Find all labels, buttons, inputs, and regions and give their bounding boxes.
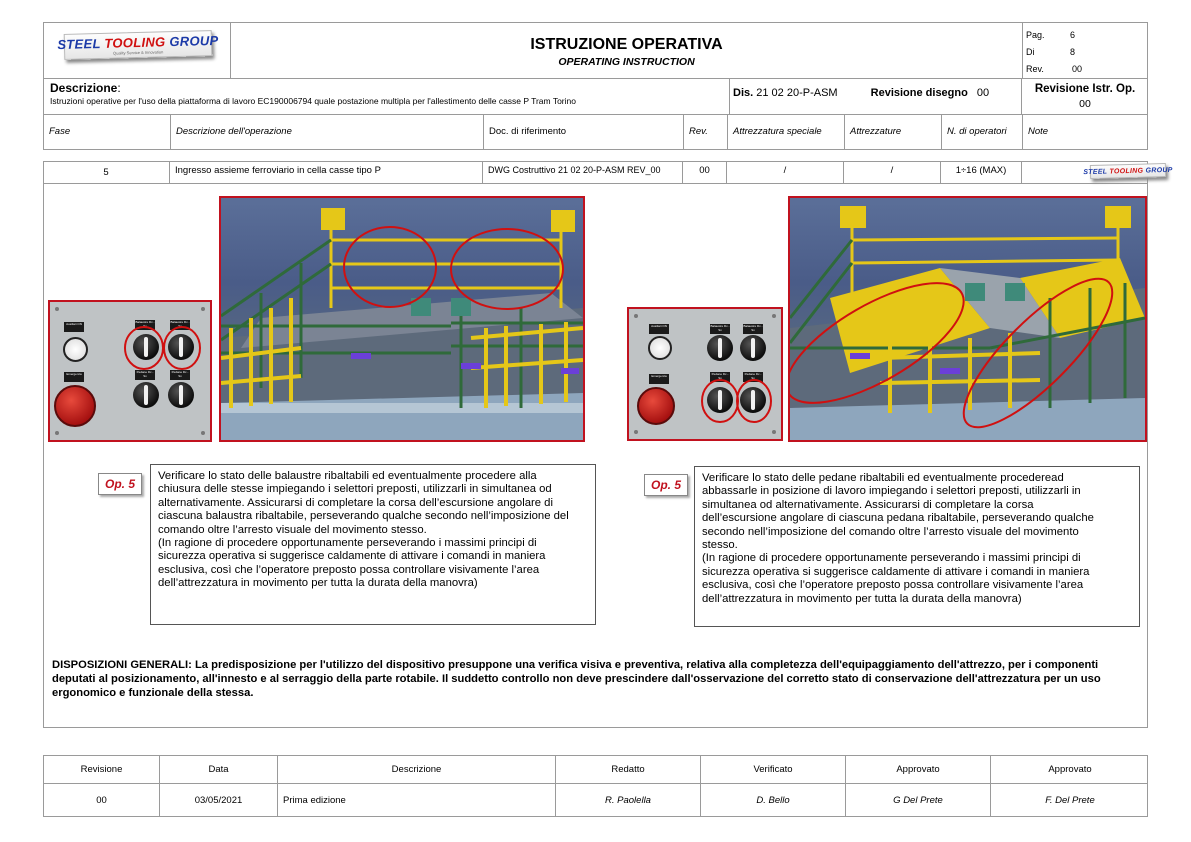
col-attr-speciale: Attrezzatura speciale	[728, 114, 845, 149]
ausiliari-on-button-r	[648, 336, 672, 360]
row-doc: DWG Costruttivo 21 02 20-P-ASM REV_00	[483, 161, 683, 183]
rev-disegno-value: 00	[976, 87, 990, 99]
general-provisions: DISPOSIZIONI GENERALI: La predisposizione per l'utilizzo del dispositivo presuppone una verifica visiva e preventiva, relativa alla completezza dell'equipaggiamento dell'attrezzo, per i componenti deputati al posizionamento, all'innesto e al serraggio della parte rotabile. Il suddetto controllo non deve prescindere dall'osservazione del corretto stato di conservazione dell'attrezzatura per un uso ergonomico e funzionale della stessa.	[52, 659, 1101, 699]
drawing-number	[733, 87, 989, 99]
col-attrezzature: Attrezzature	[845, 114, 942, 149]
platform-render-right	[788, 196, 1147, 442]
company-logo: STEEL TOOLING GROUP Quality Service & Innovation	[64, 30, 213, 60]
td-descrizione: Prima edizione	[278, 784, 556, 817]
revision-value: 00	[1072, 64, 1083, 74]
emergency-stop-button	[54, 385, 96, 427]
col-rev: Rev.	[684, 114, 728, 149]
plate-balaustre-1: Balaustre Dx - Sx	[135, 320, 155, 328]
header-box	[43, 22, 1148, 79]
page-of-label: Di	[1026, 47, 1035, 57]
td-verificato: D. Bello	[701, 784, 846, 817]
td-approvato-1: G Del Prete	[846, 784, 991, 817]
plate-ausiliari-r: Ausiliari ON	[649, 324, 669, 334]
description-label: Descrizione	[50, 81, 118, 95]
page-total: 8	[1070, 47, 1076, 57]
col-doc: Doc. di riferimento	[484, 114, 684, 149]
plate-emergenza: Emergenza	[64, 372, 84, 382]
column-header-row	[43, 114, 1148, 150]
plate-pedane-1: Pedane Dx - Sx	[136, 370, 154, 378]
selector-balaustre-r1	[707, 335, 733, 361]
platform-illustration-left	[221, 198, 583, 440]
selector-pedane-1	[133, 382, 159, 408]
col-note: Note	[1028, 126, 1049, 137]
row-descrizione: Ingresso assieme ferroviario in cella casse tipo P	[170, 161, 483, 183]
td-data: 03/05/2021	[160, 784, 278, 817]
description-row	[43, 78, 1148, 115]
col-descrizione: Descrizione dell'operazione	[171, 114, 484, 149]
dis-label: Dis.	[733, 87, 754, 99]
th-verificato: Verificato	[701, 756, 846, 783]
emergency-stop-button-r	[637, 387, 675, 425]
plate-balaustre-r2: Balaustre Dx - Sx	[743, 324, 763, 332]
row-fase: 5	[43, 161, 170, 183]
platform-illustration-right	[790, 198, 1145, 440]
th-revisione: Revisione	[44, 756, 160, 783]
op-tag-left: Op. 5	[98, 473, 142, 495]
page-number: 6	[1070, 30, 1076, 40]
page-info	[1026, 27, 1146, 78]
revision-table-header	[44, 756, 1147, 783]
ausiliari-on-button	[63, 337, 88, 362]
description-heading	[50, 81, 121, 95]
row-attr-speciale: /	[727, 161, 844, 183]
plate-ausiliari: Ausiliari ON	[64, 322, 84, 332]
control-panel-left	[48, 300, 212, 442]
operation-row	[43, 161, 1173, 184]
col-n-operatori: N. di operatori	[942, 114, 1023, 149]
instruction-text-right: Verificare lo stato delle pedane ribaltabili ed eventualmente procederead abbassarle in posizione di lavoro impiegando i selettori preposti, utilizzarli in simultanea od alternativamente. Assicurarsi di completare la corsa dell’escursione angolare di ciascuna pedana ribaltabile, perseverando qualche secondo nell’imposizione del comando oltre l’arresto visuale del movimento stesso. (In ragione di procedere opportunamente perseverando i massimi principi di sicurezza operativa si suggerisce caldamente di attivare i comandi in maniera esclusiva, così che l’operatore preposto possa controllare visivamente l’area dell’attrezzatura in movimento per tutta la durata della manovra)	[694, 466, 1140, 627]
description-text: Istruzioni operative per l'uso della piattaforma di lavoro EC190006794 quale postazione multipla per l'allestimento delle casse P Tram Torino	[50, 96, 576, 106]
plate-balaustre-r1: Balaustre Dx - Sx	[710, 324, 730, 332]
th-descrizione: Descrizione	[278, 756, 556, 783]
plate-emergenza-r: Emergenza	[649, 374, 669, 384]
td-approvato-2: F. Del Prete	[1045, 795, 1095, 806]
row-note	[1022, 161, 1173, 183]
th-data: Data	[160, 756, 278, 783]
plate-pedane-r2: Pedane Dx - Sx	[744, 372, 762, 380]
dis-value: 21 02 20-P-ASM	[756, 87, 838, 99]
platform-render-left	[219, 196, 585, 442]
row-rev: 00	[683, 161, 727, 183]
control-panel-right	[627, 307, 783, 441]
rev-istr-label: Revisione Istr. Op.	[1034, 83, 1136, 95]
document-subtitle: OPERATING INSTRUCTION	[558, 56, 695, 68]
rev-disegno-label: Revisione disegno	[870, 87, 968, 99]
row-attrezzature: /	[844, 161, 941, 183]
plate-pedane-r1: Pedane Dx - Sx	[711, 372, 729, 380]
highlight-circles-left-panel	[122, 324, 210, 374]
selector-balaustre-r2	[740, 335, 766, 361]
th-approvato-1: Approvato	[846, 756, 991, 783]
instruction-text-left: Verificare lo stato delle balaustre ribaltabili ed eventualmente procedere alla chiusura delle stesse impiegando i selettori preposti, utilizzarli in simultanea od alternativamente. Assicurarsi di completare la corsa dell’escursione angolare di ciascuna balaustra ribaltabile, perseverando qualche secondo nell’imposizione del comando oltre l’arresto visuale del movimento stesso. (In ragione di procedere opportunamente perseverando i massimi principi di sicurezza operativa si suggerisce caldamente di attivare i comandi in maniera esclusiva, così che l’operatore preposto possa controllare visivamente l’area dell’attrezzatura in movimento per tutta la durata della manovra)	[150, 464, 596, 625]
selector-pedane-2	[168, 382, 194, 408]
revision-table	[43, 755, 1148, 817]
col-fase: Fase	[44, 114, 171, 149]
document-title: ISTRUZIONE OPERATIVA	[530, 36, 723, 53]
revision-label: Rev.	[1026, 64, 1044, 74]
th-redatto: Redatto	[556, 756, 701, 783]
page-label: Pag.	[1026, 30, 1045, 40]
plate-pedane-2: Pedane Dx - Sx	[171, 370, 189, 378]
plate-balaustre-2: Balaustre Dx - Sx	[170, 320, 190, 328]
row-logo: STEEL TOOLING GROUP	[1090, 163, 1166, 179]
td-revisione: 00	[44, 784, 160, 817]
th-approvato-2: Approvato	[1048, 764, 1092, 775]
op-tag-right: Op. 5	[644, 474, 688, 496]
td-redatto: R. Paolella	[556, 784, 701, 817]
rev-istr-value: 00	[1079, 98, 1091, 110]
revision-table-row	[44, 784, 1147, 817]
description-colon: :	[117, 81, 121, 95]
row-n-operatori: 1÷16 (MAX)	[941, 161, 1022, 183]
highlight-circles-right-panel	[699, 377, 779, 425]
